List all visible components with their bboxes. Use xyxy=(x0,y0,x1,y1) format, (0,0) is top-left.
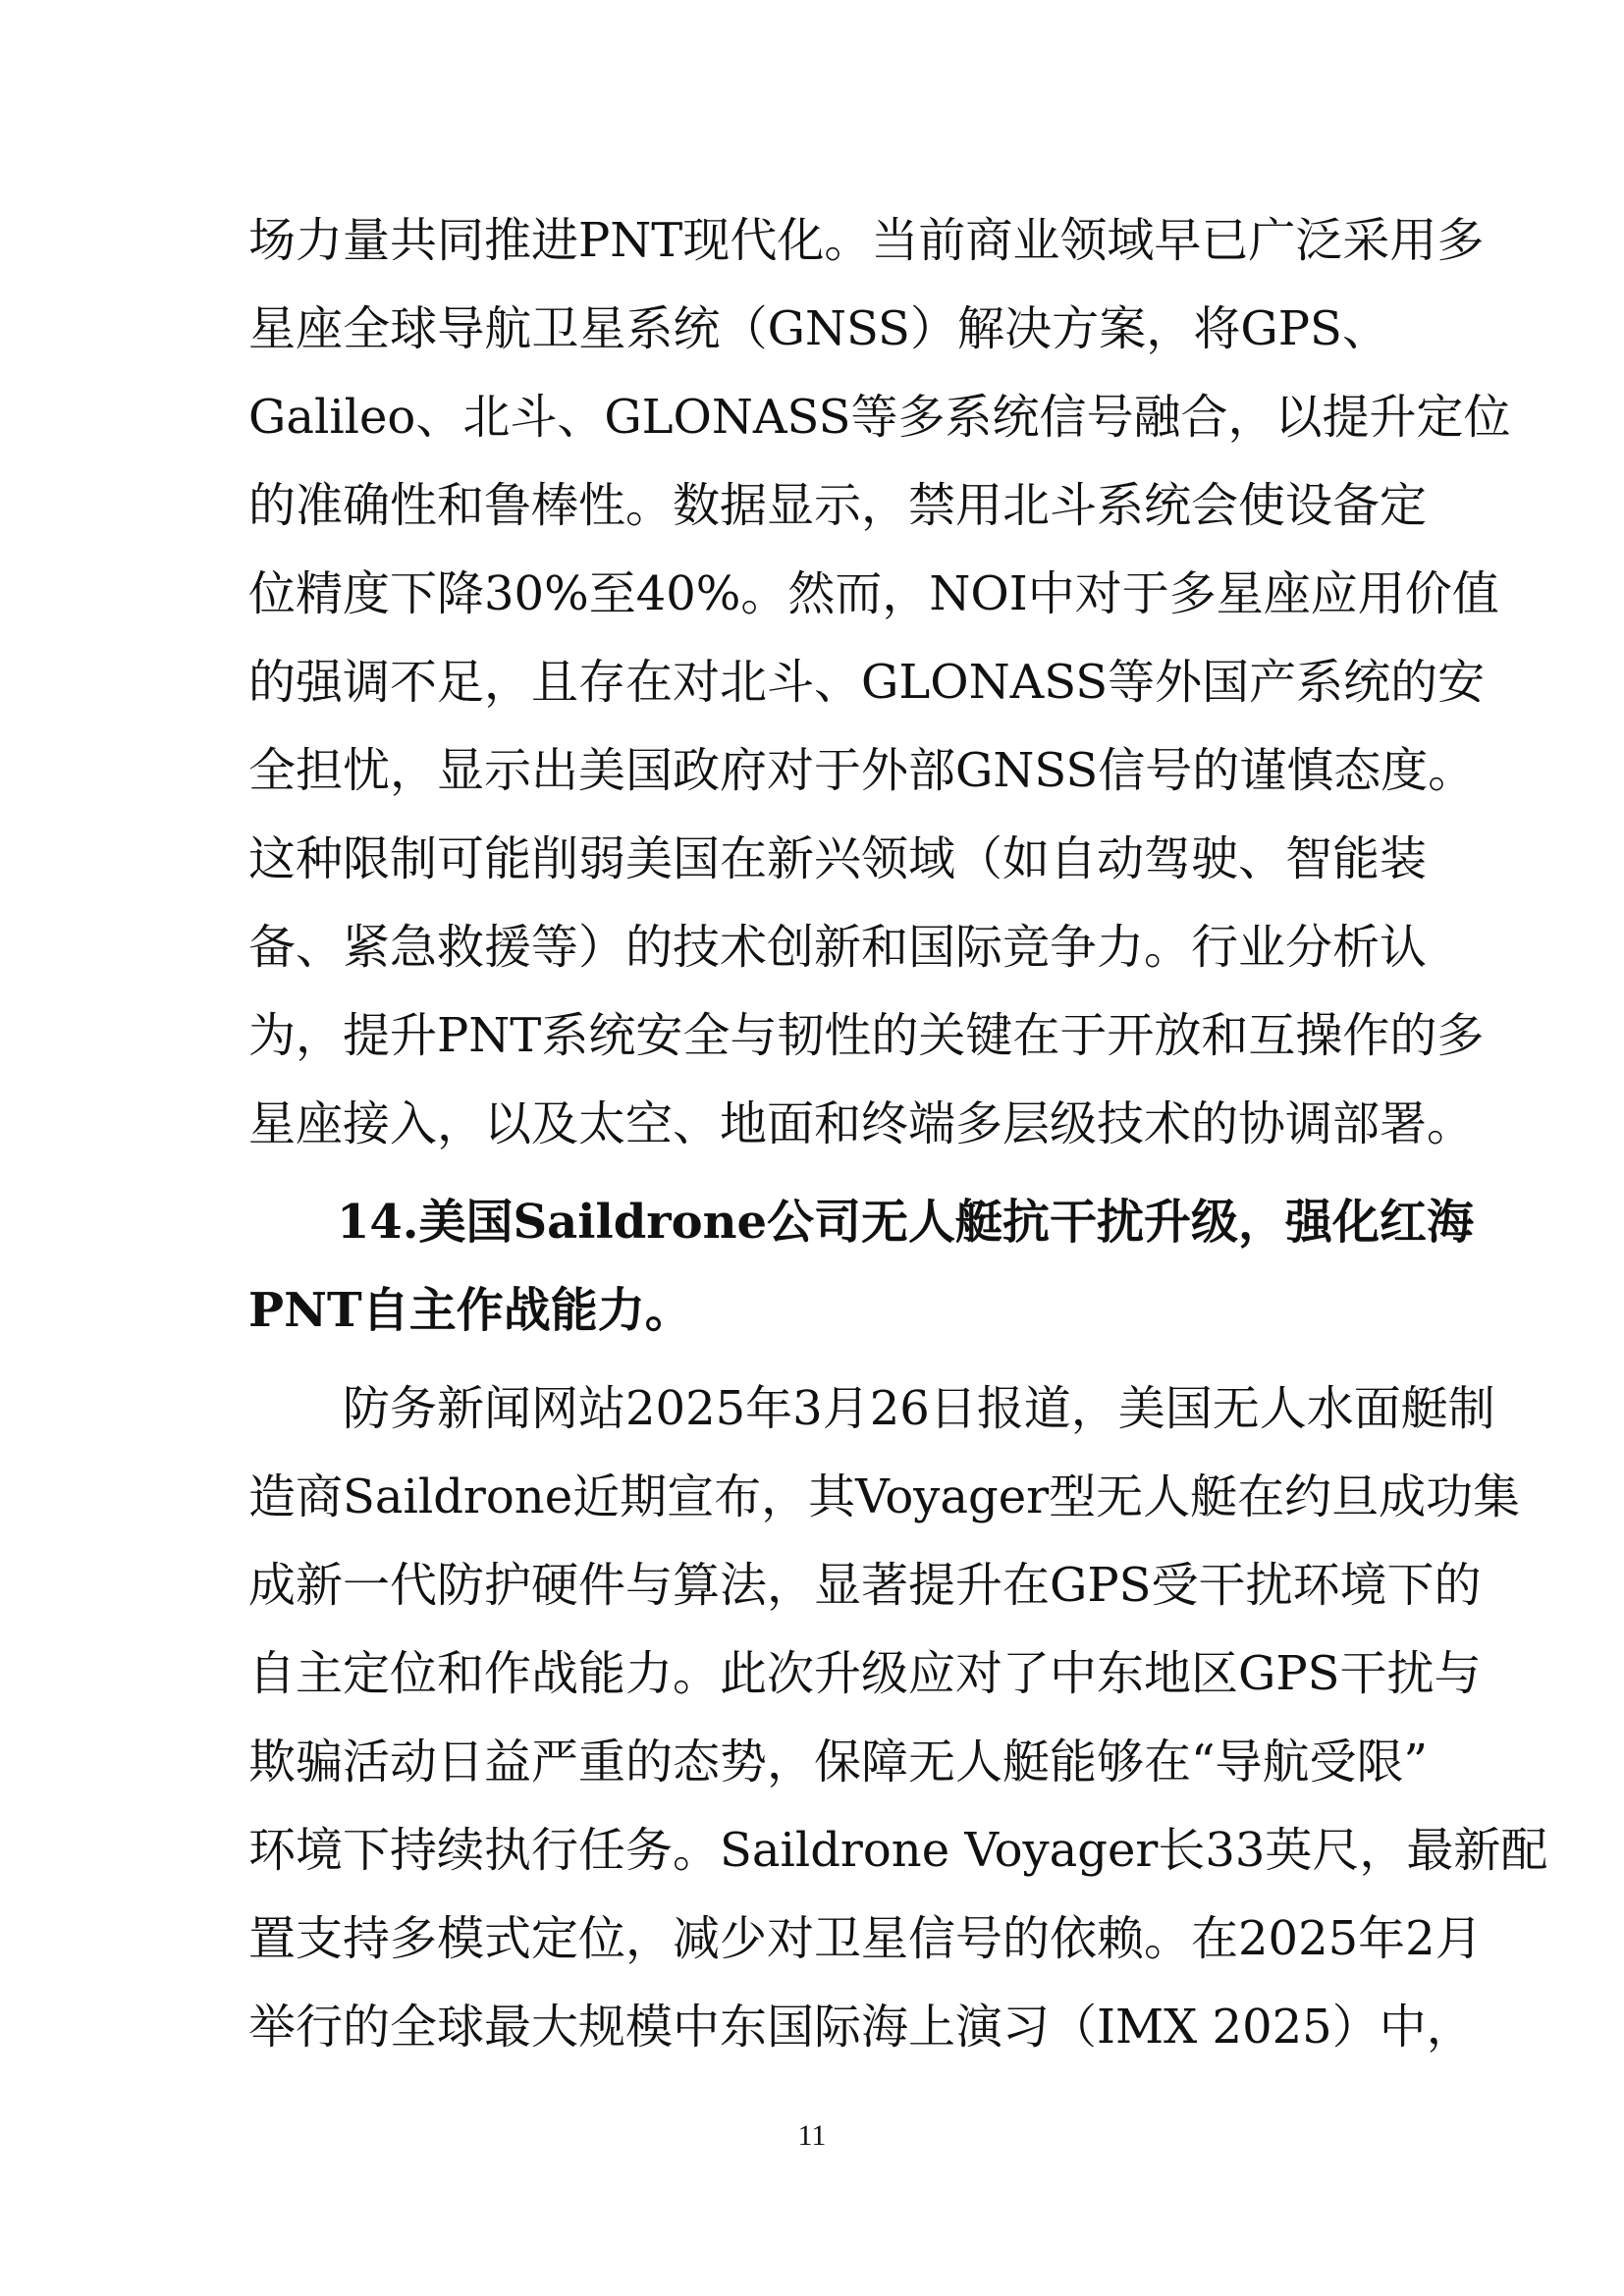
text-line: 备、紧急救援等）的技术创新和国际竞争力。行业分析认 xyxy=(248,920,1428,975)
text-line: 成新一代防护硬件与算法，显著提升在GPS受干扰环境下的 xyxy=(248,1558,1482,1613)
body-paragraph-pnt-multi-constellation xyxy=(248,196,1511,1168)
text-line: 的强调不足，且存在对北斗、GLONASS等外国产系统的安 xyxy=(248,655,1486,710)
page-number: 11 xyxy=(797,2119,827,2152)
text-line: 置支持多模式定位，减少对卫星信号的依赖。在2025年2月 xyxy=(248,1911,1483,1966)
text-line: 星座全球导航卫星系统（GNSS）解决方案，将GPS、 xyxy=(248,301,1389,356)
text-line: 为，提升PNT系统安全与韧性的关键在于开放和互操作的多 xyxy=(248,1008,1485,1063)
text-line: 位精度下降30%至40%。然而，NOI中对于多星座应用价值 xyxy=(248,566,1499,621)
section-heading-14 xyxy=(248,1178,1475,1355)
text-line: 这种限制可能削弱美国在新兴领域（如自动驾驶、智能装 xyxy=(248,831,1428,886)
text-line: 防务新闻网站2025年3月26日报道，美国无人水面艇制 xyxy=(343,1381,1495,1436)
text-line: 环境下持续执行任务。Saildrone Voyager长33英尺，最新配 xyxy=(248,1823,1548,1878)
heading-line: PNT自主作战能力。 xyxy=(248,1283,692,1338)
text-line: 造商Saildrone近期宣布，其Voyager型无人艇在约旦成功集 xyxy=(248,1469,1521,1524)
text-line: 自主定位和作战能力。此次升级应对了中东地区GPS干扰与 xyxy=(248,1646,1482,1701)
text-line: 全担忧，显示出美国政府对于外部GNSS信号的谨慎态度。 xyxy=(248,743,1476,798)
text-line: 星座接入，以及太空、地面和终端多层级技术的协调部署。 xyxy=(248,1096,1475,1151)
heading-line: 14.美国Saildrone公司无人艇抗干扰升级，强化红海 xyxy=(337,1195,1475,1250)
text-line: 举行的全球最大规模中东国际海上演习（IMX 2025）中， xyxy=(248,2000,1474,2055)
text-line: 的准确性和鲁棒性。数据显示，禁用北斗系统会使设备定 xyxy=(248,478,1428,533)
text-line: Galileo、北斗、GLONASS等多系统信号融合，以提升定位 xyxy=(248,390,1511,445)
text-line: 欺骗活动日益严重的态势，保障无人艇能够在“导航受限” xyxy=(248,1735,1429,1789)
body-paragraph-saildrone xyxy=(248,1364,1548,2071)
text-line: 场力量共同推进PNT现代化。当前商业领域早已广泛采用多 xyxy=(248,213,1485,268)
